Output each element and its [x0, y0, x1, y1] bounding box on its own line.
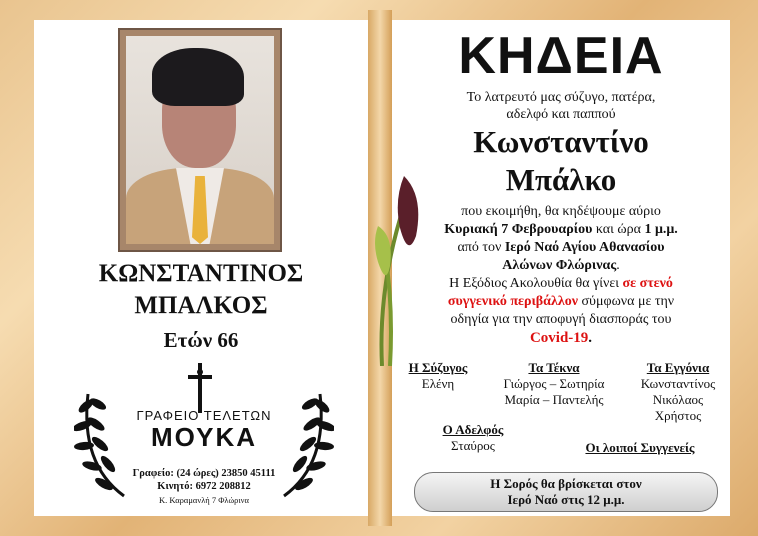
body-line-4: Αλώνων Φλώρινας.: [502, 258, 620, 273]
funeral-home-office: Γραφείο: (24 ώρες) 23850 45111: [132, 468, 276, 479]
body-line-5: Η Εξόδιος Ακολουθία θα γίνει σε στενό: [449, 276, 673, 291]
deceased-last-name: ΜΠΑΛΚΟΣ: [134, 292, 268, 319]
wake-notice-line-1: Η Σορός θα βρίσκεται στον: [490, 476, 642, 491]
body-line-3: από τον Ιερό Ναό Αγίου Αθανασίου: [457, 240, 665, 255]
wake-notice-line-2: Ιερό Ναό στις 12 μ.μ.: [507, 492, 625, 507]
funeral-home-address: Κ. Καραμανλή 7 Φλώρινα: [159, 495, 249, 505]
relatives-brother: Ο Αδελφός Σταύρος: [442, 422, 504, 453]
relatives-others: Οι λοιποί Συγγενείς: [585, 440, 695, 455]
deceased-age: Ετών 66: [163, 328, 239, 352]
deceased-first-name: ΚΩΝΣΤΑΝΤΙΝΟΣ: [98, 260, 304, 287]
relatives-spouse: Η Σύζυγος Ελένη: [408, 360, 468, 391]
left-panel: [34, 20, 368, 516]
funeral-home-mobile: Κινητό: 6972 208812: [157, 481, 251, 492]
funeral-home-title: ΓΡΑΦΕΙΟ ΤΕΛΕΤΩΝ: [136, 408, 272, 423]
body-line-1: που εκοιμήθη, θα κηδέψουμε αύριο: [461, 204, 661, 219]
body-line-7: οδηγία για την αποφυγή διασποράς του: [450, 312, 672, 327]
intro-line-1: Το λατρευτό μας σύζυγο, πατέρα,: [466, 90, 656, 105]
relatives-grandchildren: Τα Εγγόνια Κωνσταντίνος Νικόλαος Χρήστος: [640, 360, 716, 423]
intro-line-2: αδελφό και παππού: [506, 107, 616, 122]
funeral-home-logo: [74, 378, 334, 508]
body-line-6: συγγενικό περιβάλλον σύμφωνα με την: [447, 294, 675, 309]
deceased-name-last: Μπάλκο: [505, 162, 617, 197]
body-line-2: Κυριακή 7 Φεβρουαρίου και ώρα 1 μ.μ.: [444, 222, 678, 237]
deceased-name-first: Κωνσταντίνο: [473, 124, 649, 159]
notice-heading: ΚΗΔΕΙΑ: [458, 27, 664, 85]
funeral-home-name: ΜΟΥΚΑ: [150, 422, 258, 452]
relatives-children: Τα Τέκνα Γιώργος – Σωτηρία Μαρία – Παντελής: [503, 360, 605, 407]
body-line-8: Covid-19.: [529, 330, 593, 346]
right-panel: [392, 20, 730, 516]
wake-notice-box: [414, 472, 718, 512]
portrait-photo: [120, 30, 280, 250]
